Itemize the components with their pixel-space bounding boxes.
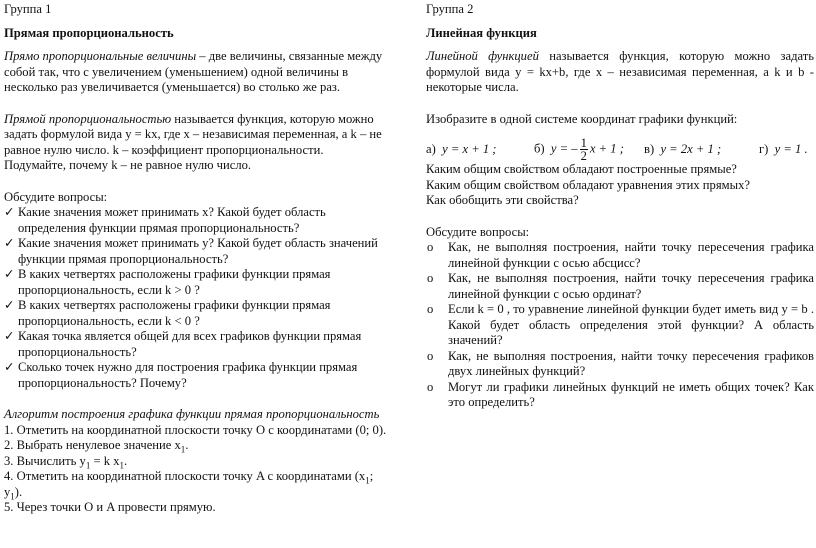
- left-column: [4, 2, 392, 516]
- discuss-heading: Обсудите вопросы:: [4, 189, 108, 204]
- question-text: Какие значения может принимать x? Какой будет область определения функции прямая пропорциональность?: [18, 205, 326, 235]
- think-prompt: Подумайте, почему k – не равное нулю число.: [4, 158, 252, 172]
- question-text: Сколько точек нужно для построения графика функции прямая пропорциональность? Почему?: [18, 360, 358, 390]
- algorithm-step: 2. Выбрать ненулевое значение $x_1$.: [4, 438, 189, 455]
- bullet-icon: o: [427, 302, 434, 316]
- question-text: Как, не выполняя построения, найти точку пересечения графика линейной функции с осью абсцисс?: [448, 240, 814, 270]
- question-item: [4, 298, 392, 329]
- question-text: Как, не выполняя построения, найти точку пересечения графика линейной функции с осью ординат?: [448, 271, 814, 301]
- question-text: В каких четвертях расположены графики функции прямая пропорциональность, если k > 0 ?: [18, 267, 331, 297]
- right-column: [426, 2, 814, 411]
- section-title: Прямая пропорциональность: [4, 25, 174, 40]
- checkmark-icon: ✓: [4, 205, 15, 219]
- definition-term: Прямо пропорциональные величины: [4, 49, 197, 63]
- checkmark-icon: ✓: [4, 267, 15, 281]
- question-text: Какие значения может принимать y? Какой будет область значений функции прямая пропорциональность?: [18, 236, 378, 266]
- definition-term: Прямой пропорциональностью: [4, 111, 172, 126]
- bullet-icon: o: [427, 348, 434, 363]
- function-b: б) y = – $\frac{1}{2}$ x + 1 ;: [534, 136, 624, 163]
- definition-paragraph: [426, 49, 814, 96]
- algorithm-step: 1. Отметить на координатной плоскости точку O с координатами (0; 0).: [4, 422, 387, 437]
- question-item: [4, 267, 392, 298]
- question-item: [4, 205, 392, 236]
- prompt-question: Как обобщить эти свойства?: [426, 193, 579, 207]
- bullet-icon: o: [427, 271, 434, 285]
- definition-text: называется функция, которую можно задать формулой вида y = kx+b, где x – независимая переменная, а k и b - некоторые числа.: [426, 49, 814, 94]
- discuss-heading: Обсудите вопросы:: [426, 224, 530, 239]
- checkmark-icon: ✓: [4, 236, 15, 250]
- definition-term: Линейной функцией: [426, 49, 539, 63]
- group-label: Группа 2: [426, 2, 474, 16]
- question-item: [426, 302, 814, 349]
- group-label: Группа 1: [4, 2, 52, 16]
- section-title: Линейная функция: [426, 25, 537, 40]
- algorithm-step: 4. Отметить на координатной плоскости точку A с координатами ($x_1$; $y_1$).: [4, 469, 374, 502]
- question-text: В каких четвертях расположены графики функции прямая пропорциональность, если k < 0 ?: [18, 298, 331, 328]
- bullet-icon: o: [427, 240, 434, 254]
- bullet-icon: o: [427, 379, 434, 394]
- question-item: [4, 360, 392, 391]
- question-text: Если k = 0 , то уравнение линейной функции будет иметь вид y = b . Какой будет область определения этой функции? А область значений?: [448, 302, 814, 347]
- definition-paragraph: [4, 112, 392, 159]
- algorithm-title: Алгоритм построения графика функции прямая пропорциональность: [4, 407, 380, 421]
- question-item: [4, 329, 392, 360]
- function-c: в) y = 2x + 1 ;: [644, 141, 722, 156]
- question-text: Могут ли графики линейных функций не иметь общих точек? Как это определить?: [448, 379, 814, 409]
- question-item: [426, 271, 814, 302]
- question-text: Как, не выполняя построения, найти точку пересечения графиков двух линейных функций?: [448, 348, 814, 378]
- question-item: [426, 240, 814, 271]
- question-item: [426, 349, 814, 380]
- checkmark-icon: ✓: [4, 329, 15, 343]
- question-text: Какая точка является общей для всех графиков функции прямая пропорциональность?: [18, 329, 362, 359]
- prompt-question: Каким общим свойством обладают уравнения этих прямых?: [426, 177, 750, 192]
- algorithm-step: 5. Через точки O и A провести прямую.: [4, 500, 216, 514]
- definition-text: – две величины, связанные между собой так, что с увеличением (уменьшением) одной величины в несколько раз увеличивается (уменьшается) во столько же раз.: [4, 49, 383, 94]
- function-a: а) y = x + 1 ;: [426, 141, 497, 156]
- prompt-question: Каким общим свойством обладают построенные прямые?: [426, 162, 737, 176]
- question-item: [426, 380, 814, 411]
- definition-paragraph: [4, 49, 392, 96]
- checkmark-icon: ✓: [4, 360, 15, 374]
- function-d: г) y = 1 .: [759, 141, 808, 156]
- checkmark-icon: ✓: [4, 298, 15, 312]
- definition-text: называется функция, которую можно задать формулой вида y = kx, где x – независимая переменная, а k – не равное нулю число. k – коэффициент пропорциональности.: [4, 111, 382, 157]
- fraction: $\frac{1}{2}$: [580, 136, 587, 163]
- function-list: [426, 137, 814, 162]
- algorithm-step: 3. Вычислить $y_1 = k$ $x_1$.: [4, 453, 128, 471]
- question-item: [4, 236, 392, 267]
- task-text: Изобразите в одной системе координат графики функций:: [426, 111, 738, 126]
